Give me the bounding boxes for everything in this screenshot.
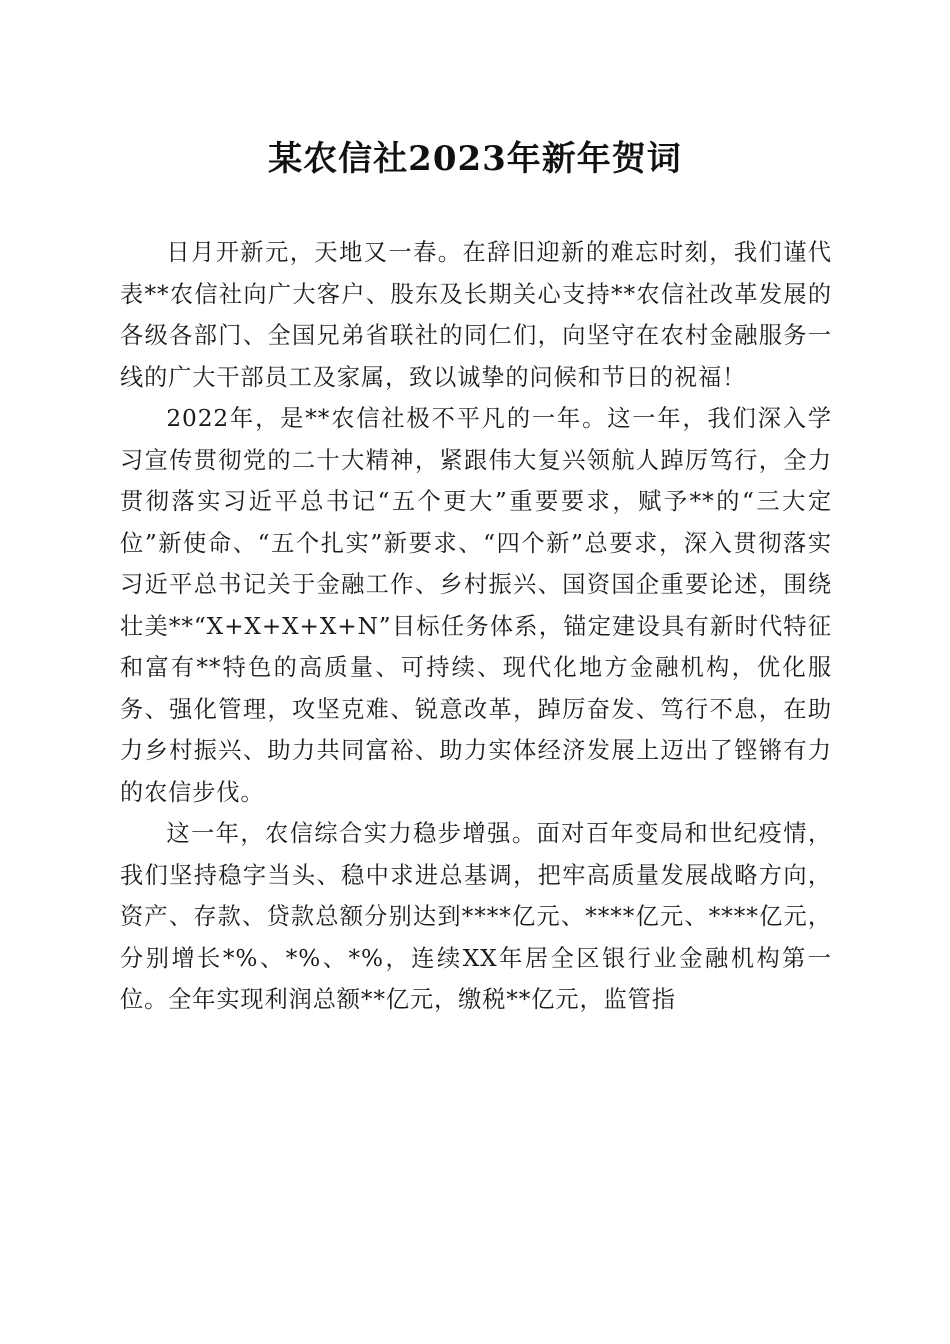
document-title: 某农信社2023年新年贺词: [268, 139, 682, 179]
paragraph-strength: 这一年，农信综合实力稳步增强。面对百年变局和世纪疫情，我们坚持稳字当头、稳中求进总基调，把牢高质量发展战略方向，资产、存款、贷款总额分别达到****亿元、****亿元、****亿元，分别增长*%、*%、*%，连续XX年居全区银行业金融机构第一位。全年实现利润总额**亿元，缴税**亿元，监管指: [120, 820, 832, 1013]
paragraph-2022-review: 2022年，是**农信社极不平凡的一年。这一年，我们深入学习宣传贯彻党的二十大精神，紧跟伟大复兴领航人踔厉笃行，全力贯彻落实习近平总书记“五个更大”重要要求，赋予**的“三大定位”新使命、“五个扎实”新要求、“四个新”总要求，深入贯彻落实习近平总书记关于金融工作、乡村振兴、国资国企重要论述，围绕壮美**“X+X+X+X+N”目标任务体系，锚定建设具有新时代特征和富有**特色的高质量、可持续、现代化地方金融机构，优化服务、强化管理，攻坚克难、锐意改革，踔厉奋发、笃行不息，在助力乡村振兴、助力共同富裕、助力实体经济发展上迈出了铿锵有力的农信步伐。: [120, 405, 832, 806]
paragraph-greeting: 日月开新元，天地又一春。在辞旧迎新的难忘时刻，我们谨代表**农信社向广大客户、股东及长期关心支持**农信社改革发展的各级各部门、全国兄弟省联社的同仁们，向坚守在农村金融服务一线的广大干部员工及家属，致以诚挚的问候和节日的祝福！: [120, 239, 832, 391]
document-body: [120, 232, 832, 1021]
